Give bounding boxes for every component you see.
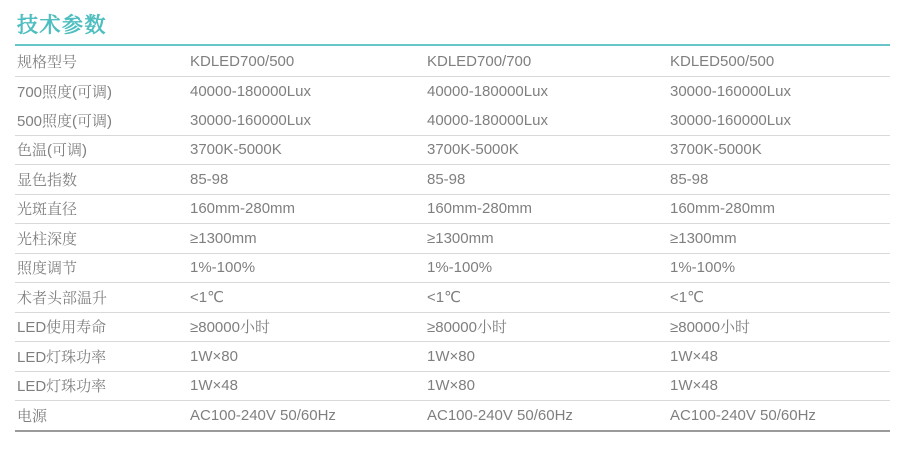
row-value: ≥1300mm (190, 229, 257, 247)
row-label: LED灯珠功率 (17, 348, 107, 366)
row-value: 40000-180000Lux (427, 111, 548, 129)
table-row-model (15, 47, 890, 77)
row-value: 85-98 (190, 170, 229, 188)
row-label: 规格型号 (17, 53, 78, 71)
row-value: KDLED700/700 (427, 52, 532, 70)
row-value: 1%-100% (427, 259, 493, 277)
spec-table (15, 47, 890, 432)
row-value: 3700K-5000K (670, 141, 762, 159)
row-value: 160mm-280mm (670, 200, 776, 218)
table-row-color-temperature (15, 136, 890, 166)
row-value: 1W×48 (670, 347, 718, 365)
row-value: 1W×48 (190, 377, 238, 395)
row-label: 电源 (17, 408, 48, 425)
row-value: 30000-160000Lux (670, 82, 791, 100)
row-value: KDLED500/500 (670, 52, 775, 70)
table-row-led-bead-power-2 (15, 372, 890, 402)
row-value: 160mm-280mm (190, 200, 296, 218)
row-value: ≥80000小时 (670, 319, 750, 337)
row-value: 40000-180000Lux (427, 82, 548, 100)
row-value: 40000-180000Lux (190, 82, 311, 100)
table-row-color-rendering-index (15, 165, 890, 195)
row-value: 3700K-5000K (427, 141, 519, 159)
row-label: 照度调节 (17, 260, 78, 278)
table-row-head-temperature-rise (15, 283, 890, 313)
row-value: 1W×80 (190, 347, 238, 365)
row-label: LED使用寿命 (17, 319, 107, 337)
row-label: 色温(可调) (17, 142, 87, 160)
row-label: 700照度(可调) (17, 83, 113, 101)
row-value: 1%-100% (190, 259, 256, 277)
row-value: ≥1300mm (670, 229, 737, 247)
row-value: 30000-160000Lux (670, 111, 791, 129)
table-row-illuminance-700 (15, 77, 890, 107)
table-row-illuminance-500 (15, 106, 890, 136)
row-value: AC100-240V 50/60Hz (427, 407, 573, 424)
row-value: ≥80000小时 (427, 319, 507, 337)
row-value: 1W×80 (427, 347, 475, 365)
row-value: ≥80000小时 (190, 319, 270, 337)
table-row-led-bead-power-1 (15, 342, 890, 372)
row-value: 3700K-5000K (190, 141, 282, 159)
table-row-beam-depth (15, 224, 890, 254)
row-value: AC100-240V 50/60Hz (670, 407, 816, 424)
row-label: 光斑直径 (17, 201, 78, 219)
row-label: 显色指数 (17, 171, 78, 189)
row-label: 500照度(可调) (17, 112, 113, 130)
row-value: 1W×80 (427, 377, 475, 395)
row-label: 术者头部温升 (17, 289, 108, 307)
page-title: 技术参数 (17, 14, 107, 37)
table-row-illuminance-adjustment (15, 254, 890, 284)
row-value: <1℃ (190, 289, 224, 307)
row-value: 160mm-280mm (427, 200, 533, 218)
title-underline (15, 44, 890, 46)
row-value: 85-98 (427, 170, 466, 188)
row-value: 1W×48 (670, 377, 718, 395)
row-value: 85-98 (670, 170, 709, 188)
row-value: 1%-100% (670, 259, 736, 277)
row-value: ≥1300mm (427, 229, 494, 247)
table-row-spot-diameter (15, 195, 890, 225)
table-row-power-supply (15, 401, 890, 432)
row-value: AC100-240V 50/60Hz (190, 407, 336, 424)
row-value: KDLED700/500 (190, 52, 295, 70)
row-value: <1℃ (670, 289, 704, 307)
row-value: 30000-160000Lux (190, 111, 311, 129)
row-value: <1℃ (427, 289, 461, 307)
row-label: 光柱深度 (17, 230, 78, 248)
row-label: LED灯珠功率 (17, 378, 107, 396)
table-row-led-lifespan (15, 313, 890, 343)
